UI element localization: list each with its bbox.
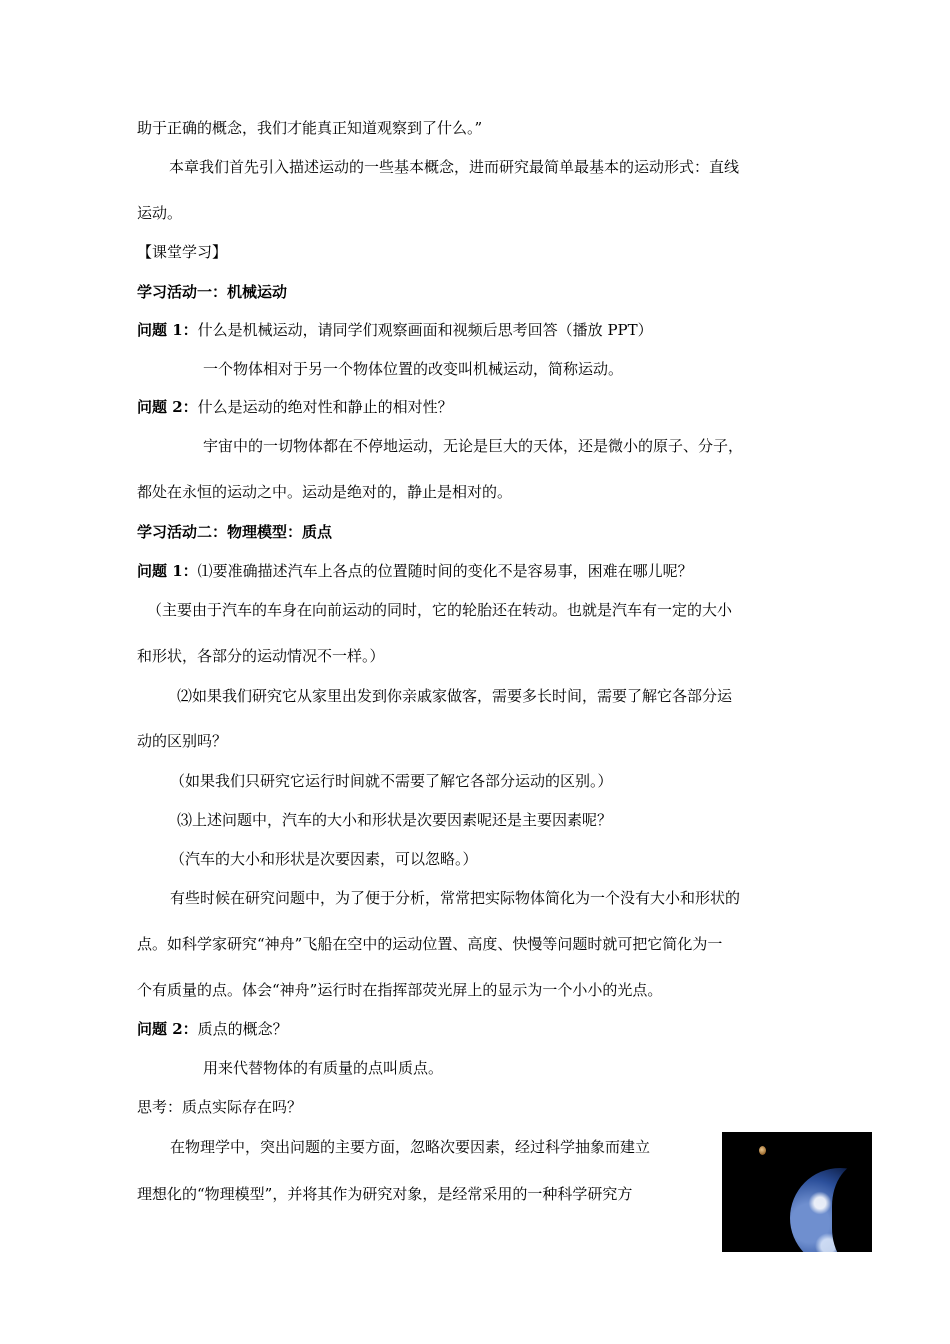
section-heading: 【课堂学习】: [137, 243, 228, 261]
question-line: [137, 320, 653, 340]
answer-line: （主要由于汽车的车身在向前运动的同时，它的轮胎还在转动。也就是汽车有一定的大小: [147, 601, 733, 619]
text-line: 个有质量的点。体会“神舟”运行时在指挥部荧光屏上的显示为一个小小的光点。: [137, 981, 663, 999]
question-label: 问题 1：: [137, 562, 198, 580]
question-line: [137, 397, 453, 417]
answer-line: 和形状，各部分的运动情况不一样。）: [137, 647, 385, 665]
question-text: 什么是机械运动，请同学们观察画面和视频后思考回答（播放 PPT）: [197, 321, 653, 339]
answer-line: 都处在永恒的运动之中。运动是绝对的，静止是相对的。: [137, 483, 513, 501]
moon-image: [759, 1146, 766, 1155]
question-line: [137, 1019, 288, 1039]
text-line: 点。如科学家研究“神舟”飞船在空中的运动位置、高度、快慢等问题时就可把它简化为一: [137, 935, 723, 953]
question-label: 问题 2：: [137, 1020, 198, 1038]
answer-line: （汽车的大小和形状是次要因素，可以忽略。）: [170, 850, 478, 868]
text-line: 助于正确的概念，我们才能真正知道观察到了什么。”: [137, 119, 483, 137]
activity-heading: 学习活动二：物理模型：质点: [137, 523, 333, 541]
text-line: 有些时候在研究问题中，为了便于分析，常常把实际物体简化为一个没有大小和形状的: [170, 889, 741, 907]
question-text: ⑵如果我们研究它从家里出发到你亲戚家做客，需要多长时间，需要了解它各部分运: [177, 687, 733, 705]
text-line: 在物理学中，突出问题的主要方面，忽略次要因素，经过科学抽象而建立: [170, 1138, 651, 1156]
answer-line: 宇宙中的一切物体都在不停地运动，无论是巨大的天体，还是微小的原子、分子，: [203, 437, 744, 455]
question-line: [137, 561, 693, 581]
question-label: 问题 2：: [137, 398, 198, 416]
activity-heading: 学习活动一：机械运动: [137, 283, 288, 301]
question-text: ⑴要准确描述汽车上各点的位置随时间的变化不是容易事，困难在哪儿呢？: [197, 562, 693, 580]
question-label: 问题 1：: [137, 321, 198, 339]
question-text: 质点的概念？: [197, 1020, 288, 1038]
think-line: 思考：质点实际存在吗？: [137, 1098, 303, 1116]
answer-line: （如果我们只研究它运行时间就不需要了解它各部分运动的区别。）: [170, 772, 613, 790]
question-text: ⑶上述问题中，汽车的大小和形状是次要因素呢还是主要因素呢？: [177, 811, 613, 829]
text-line: 本章我们首先引入描述运动的一些基本概念，进而研究最简单最基本的运动形式：直线: [169, 158, 740, 176]
question-text: 什么是运动的绝对性和静止的相对性？: [197, 398, 453, 416]
text-line: 运动。: [137, 204, 183, 222]
question-text: 动的区别吗？: [137, 732, 228, 750]
answer-line: 一个物体相对于另一个物体位置的改变叫机械运动，简称运动。: [203, 360, 624, 378]
answer-line: 用来代替物体的有质量的点叫质点。: [203, 1059, 444, 1077]
earth-moon-photo: [722, 1132, 872, 1252]
text-line: 理想化的“物理模型”，并将其作为研究对象，是经常采用的一种科学研究方: [137, 1185, 633, 1203]
